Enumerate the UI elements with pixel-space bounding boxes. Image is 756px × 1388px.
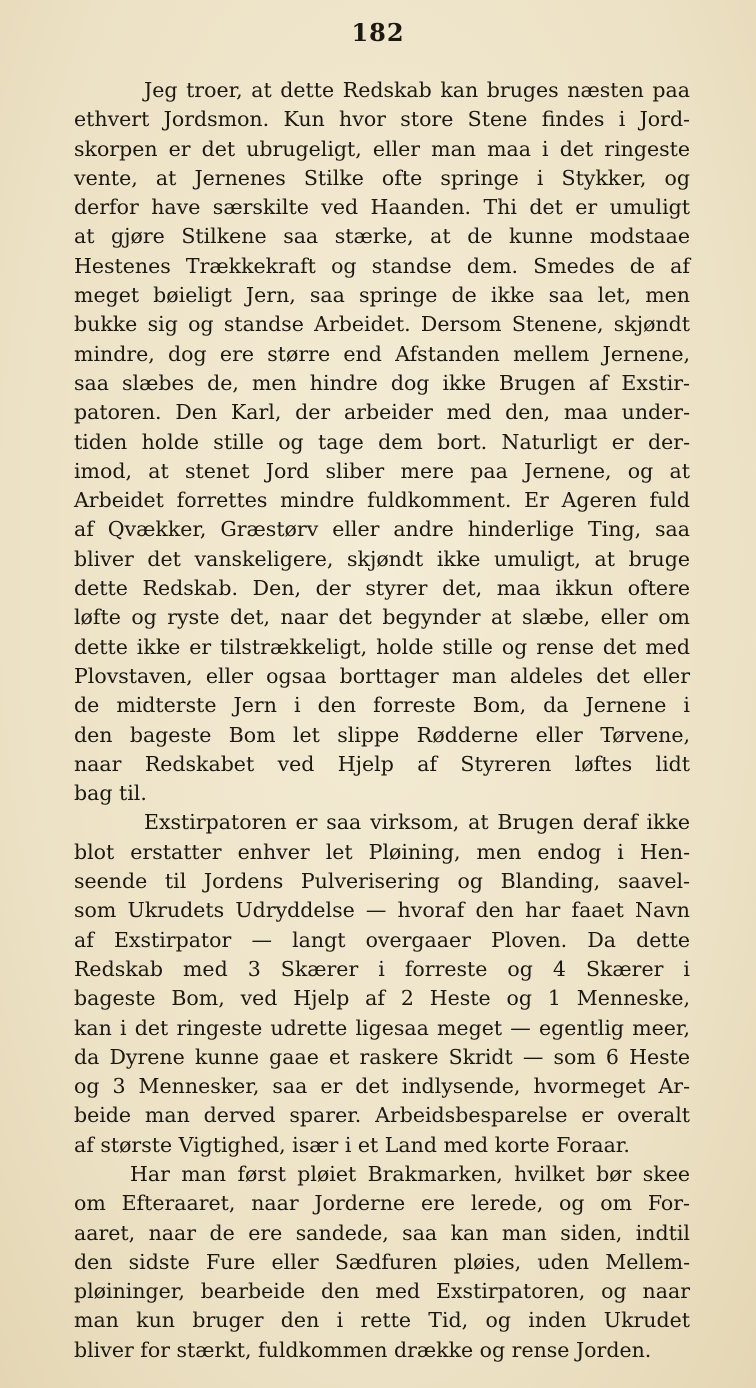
text-line: dette ikke er tilstrækkeligt, holde stille og rense det med (74, 634, 690, 659)
text-line: da Dyrene kunne gaae et raskere Skridt — som 6 Heste (74, 1044, 690, 1069)
page-number: 182 (351, 18, 405, 47)
paragraph-3 (74, 1160, 690, 1365)
text-line: af Exstirpator — langt overgaaer Ploven. Da dette (74, 927, 690, 952)
text-line: bageste Bom, ved Hjelp af 2 Heste og 1 Menneske, (74, 986, 690, 1011)
text-line: tiden holde stille og tage dem bort. Naturligt er der- (74, 429, 690, 454)
text-line: pløininger, bearbeide den med Exstirpatoren, og naar (74, 1279, 690, 1304)
text-line: dette Redskab. Den, der styrer det, maa ikkun oftere (74, 576, 690, 601)
text-line: af største Vigtighed, især i et Land med korte Foraar. (74, 1132, 630, 1157)
text-line: ethvert Jordsmon. Kun hvor store Stene findes i Jord- (74, 107, 690, 132)
text-line: Exstirpatoren er saa virksom, at Brugen deraf ikke (144, 810, 690, 835)
text-line: seende til Jordens Pulverisering og Blanding, saavel- (74, 869, 690, 894)
paragraph-1 (74, 76, 690, 808)
text-line: beide man derved sparer. Arbeidsbesparelse er overalt (74, 1103, 690, 1128)
text-line: derfor have særskilte ved Haanden. Thi det er umuligt (74, 195, 690, 220)
text-line: at gjøre Stilkene saa stærke, at de kunne modstaae (74, 224, 690, 249)
text-line: vente, at Jernenes Stilke ofte springe i Stykker, og (74, 165, 690, 190)
text-line: skorpen er det ubrugeligt, eller man maa i det ringeste (74, 136, 690, 161)
text-line: meget bøieligt Jern, saa springe de ikke saa let, men (74, 283, 690, 308)
text-line: naar Redskabet ved Hjelp af Styreren løftes lidt (74, 751, 690, 776)
text-line: Plovstaven, eller ogsaa borttager man aldeles det eller (74, 663, 690, 688)
text-line: kan i det ringeste udrette ligesaa meget — egentlig meer, (74, 1015, 690, 1040)
text-line: blot erstatter enhver let Pløining, men endog i Hen- (74, 839, 690, 864)
text-line: den sidste Fure eller Sædfuren pløies, uden Mellem- (74, 1249, 690, 1274)
text-line: patoren. Den Karl, der arbeider med den, maa under- (74, 400, 690, 425)
text-line: Jeg troer, at dette Redskab kan bruges næsten paa (144, 78, 690, 102)
text-line: man kun bruger den i rette Tid, og inden Ukrudet (74, 1308, 690, 1333)
text-line: Hestenes Trækkekraft og standse dem. Smedes de af (74, 253, 690, 278)
text-line: saa slæbes de, men hindre dog ikke Brugen af Exstir- (74, 370, 690, 395)
text-line: som Ukrudets Udryddelse — hvoraf den har faaet Navn (74, 898, 690, 923)
text-line: bukke sig og standse Arbeidet. Dersom Stenene, skjøndt (74, 312, 690, 337)
text-line: løfte og ryste det, naar det begynder at slæbe, eller om (74, 605, 690, 630)
paragraph-2 (74, 808, 690, 1160)
text-line: om Efteraaret, naar Jorderne ere lerede, og om For- (74, 1191, 690, 1216)
text-line: bliver for stærkt, fuldkommen drække og rense Jorden. (74, 1337, 652, 1362)
text-line: aaret, naar de ere sandede, saa kan man siden, indtil (74, 1220, 690, 1245)
text-line: Arbeidet forrettes mindre fuldkomment. Er Ageren fuld (74, 488, 690, 513)
text-line: Har man først pløiet Brakmarken, hvilket bør skee (130, 1161, 690, 1186)
text-line: og 3 Mennesker, saa er det indlysende, hvormeget Ar- (74, 1074, 690, 1099)
text-line: bliver det vanskeligere, skjøndt ikke umuligt, at bruge (74, 546, 690, 571)
text-line: mindre, dog ere større end Afstanden mellem Jernene, (74, 341, 690, 366)
text-line: den bageste Bom let slippe Rødderne eller Tørvene, (74, 722, 690, 747)
text-line: Redskab med 3 Skærer i forreste og 4 Skærer i (74, 956, 690, 981)
text-line: imod, at stenet Jord sliber mere paa Jernene, og at (74, 458, 690, 483)
body-text (74, 76, 690, 1365)
text-line: af Qvækker, Græstørv eller andre hinderlige Ting, saa (74, 517, 690, 542)
text-line: de midterste Jern i den forreste Bom, da Jernene i (74, 693, 690, 718)
text-line: bag til. (74, 781, 147, 806)
